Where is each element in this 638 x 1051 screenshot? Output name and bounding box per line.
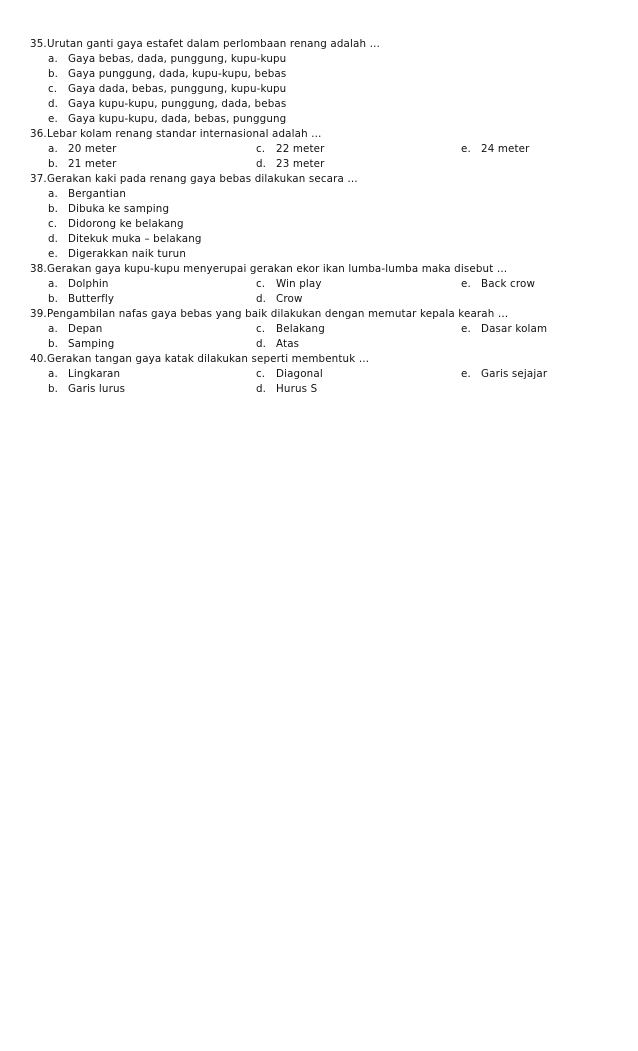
option-text: Bergantian — [68, 188, 127, 200]
option-36c — [256, 142, 325, 157]
question-number: 37. — [30, 173, 47, 185]
option-text: Gaya dada, bebas, punggung, kupu-kupu — [68, 83, 287, 95]
option-text: Dibuka ke samping — [68, 203, 170, 215]
option-40c — [256, 367, 323, 382]
question-text: Gerakan gaya kupu-kupu menyerupai gerakan ekor ikan lumba-lumba maka disebut … — [47, 263, 508, 275]
question-text: Gerakan tangan gaya katak dilakukan seperti membentuk … — [47, 353, 370, 365]
option-letter: a. — [48, 278, 58, 290]
option-40e — [461, 367, 547, 382]
option-letter: e. — [461, 278, 471, 290]
option-letter: e. — [461, 368, 471, 380]
option-38a — [48, 277, 109, 292]
option-36b — [48, 157, 117, 172]
option-letter: b. — [48, 383, 59, 395]
option-letter: c. — [256, 323, 266, 335]
option-39d — [256, 337, 299, 352]
option-letter: e. — [48, 248, 58, 260]
option-text: Lingkaran — [68, 368, 121, 380]
option-letter: e. — [461, 143, 471, 155]
option-letter: a. — [48, 188, 58, 200]
option-text: Hurus S — [276, 383, 318, 395]
option-35b — [48, 67, 286, 82]
question-text: Pengambilan nafas gaya bebas yang baik dilakukan dengan memutar kepala kearah … — [47, 308, 509, 320]
option-text: Dolphin — [68, 278, 109, 290]
question-number: 40. — [30, 353, 47, 365]
option-letter: c. — [256, 278, 266, 290]
question-number: 38. — [30, 263, 47, 275]
option-text: 20 meter — [68, 143, 117, 155]
option-letter: e. — [48, 113, 58, 125]
option-40d — [256, 382, 317, 397]
option-letter: d. — [256, 383, 267, 395]
option-40b — [48, 382, 125, 397]
option-text: Samping — [68, 338, 115, 350]
option-text: Depan — [68, 323, 103, 335]
question-text: Gerakan kaki pada renang gaya bebas dilakukan secara … — [47, 173, 358, 185]
option-text: Garis lurus — [68, 383, 126, 395]
option-36a — [48, 142, 117, 157]
option-35d — [48, 97, 286, 112]
option-letter: c. — [256, 368, 266, 380]
option-text: Gaya kupu-kupu, punggung, dada, bebas — [68, 98, 287, 110]
option-39b — [48, 337, 114, 352]
option-text: Butterfly — [68, 293, 115, 305]
option-text: Dasar kolam — [481, 323, 548, 335]
option-text: Crow — [276, 293, 303, 305]
question-number: 35. — [30, 38, 47, 50]
option-text: Gaya kupu-kupu, dada, bebas, punggung — [68, 113, 287, 125]
option-36d — [256, 157, 325, 172]
question-39 — [30, 307, 620, 322]
option-letter: d. — [256, 293, 267, 305]
option-text: Belakang — [276, 323, 325, 335]
option-letter: a. — [48, 323, 58, 335]
option-letter: d. — [48, 98, 59, 110]
question-38 — [30, 262, 620, 277]
option-text: Diagonal — [276, 368, 323, 380]
option-text: 24 meter — [481, 143, 530, 155]
option-text: Gaya punggung, dada, kupu-kupu, bebas — [68, 68, 287, 80]
option-letter: d. — [256, 338, 267, 350]
question-37 — [30, 172, 620, 187]
question-40 — [30, 352, 620, 367]
question-text: Urutan ganti gaya estafet dalam perlombaan renang adalah … — [47, 38, 381, 50]
option-38e — [461, 277, 535, 292]
option-38b — [48, 292, 114, 307]
option-text: 23 meter — [276, 158, 325, 170]
question-36 — [30, 127, 620, 142]
option-letter: a. — [48, 143, 58, 155]
option-letter: b. — [48, 158, 59, 170]
option-letter: a. — [48, 368, 58, 380]
question-35 — [30, 37, 620, 52]
option-letter: c. — [48, 218, 58, 230]
option-40a — [48, 367, 120, 382]
option-35c — [48, 82, 286, 97]
option-38c — [256, 277, 322, 292]
option-text: 21 meter — [68, 158, 117, 170]
question-text: Lebar kolam renang standar internasional adalah … — [47, 128, 322, 140]
option-letter: b. — [48, 293, 59, 305]
option-letter: c. — [48, 83, 58, 95]
question-number: 36. — [30, 128, 47, 140]
option-text: Win play — [276, 278, 322, 290]
option-35e — [48, 112, 286, 127]
option-36e — [461, 142, 530, 157]
option-37a — [48, 187, 126, 202]
option-text: 22 meter — [276, 143, 325, 155]
option-text: Gaya bebas, dada, punggung, kupu-kupu — [68, 53, 287, 65]
option-38d — [256, 292, 303, 307]
option-37e — [48, 247, 186, 262]
option-letter: d. — [256, 158, 267, 170]
option-37d — [48, 232, 202, 247]
option-letter: e. — [461, 323, 471, 335]
option-letter: a. — [48, 53, 58, 65]
option-letter: b. — [48, 338, 59, 350]
option-text: Back crow — [481, 278, 536, 290]
option-letter: b. — [48, 203, 59, 215]
option-39c — [256, 322, 325, 337]
question-number: 39. — [30, 308, 47, 320]
option-text: Atas — [276, 338, 300, 350]
option-text: Ditekuk muka – belakang — [68, 233, 202, 245]
option-39e — [461, 322, 547, 337]
option-text: Digerakkan naik turun — [68, 248, 186, 260]
option-letter: b. — [48, 68, 59, 80]
option-text: Garis sejajar — [481, 368, 548, 380]
option-37b — [48, 202, 169, 217]
option-39a — [48, 322, 102, 337]
option-35a — [48, 52, 286, 67]
option-letter: c. — [256, 143, 266, 155]
option-37c — [48, 217, 184, 232]
option-text: Didorong ke belakang — [68, 218, 184, 230]
option-letter: d. — [48, 233, 59, 245]
